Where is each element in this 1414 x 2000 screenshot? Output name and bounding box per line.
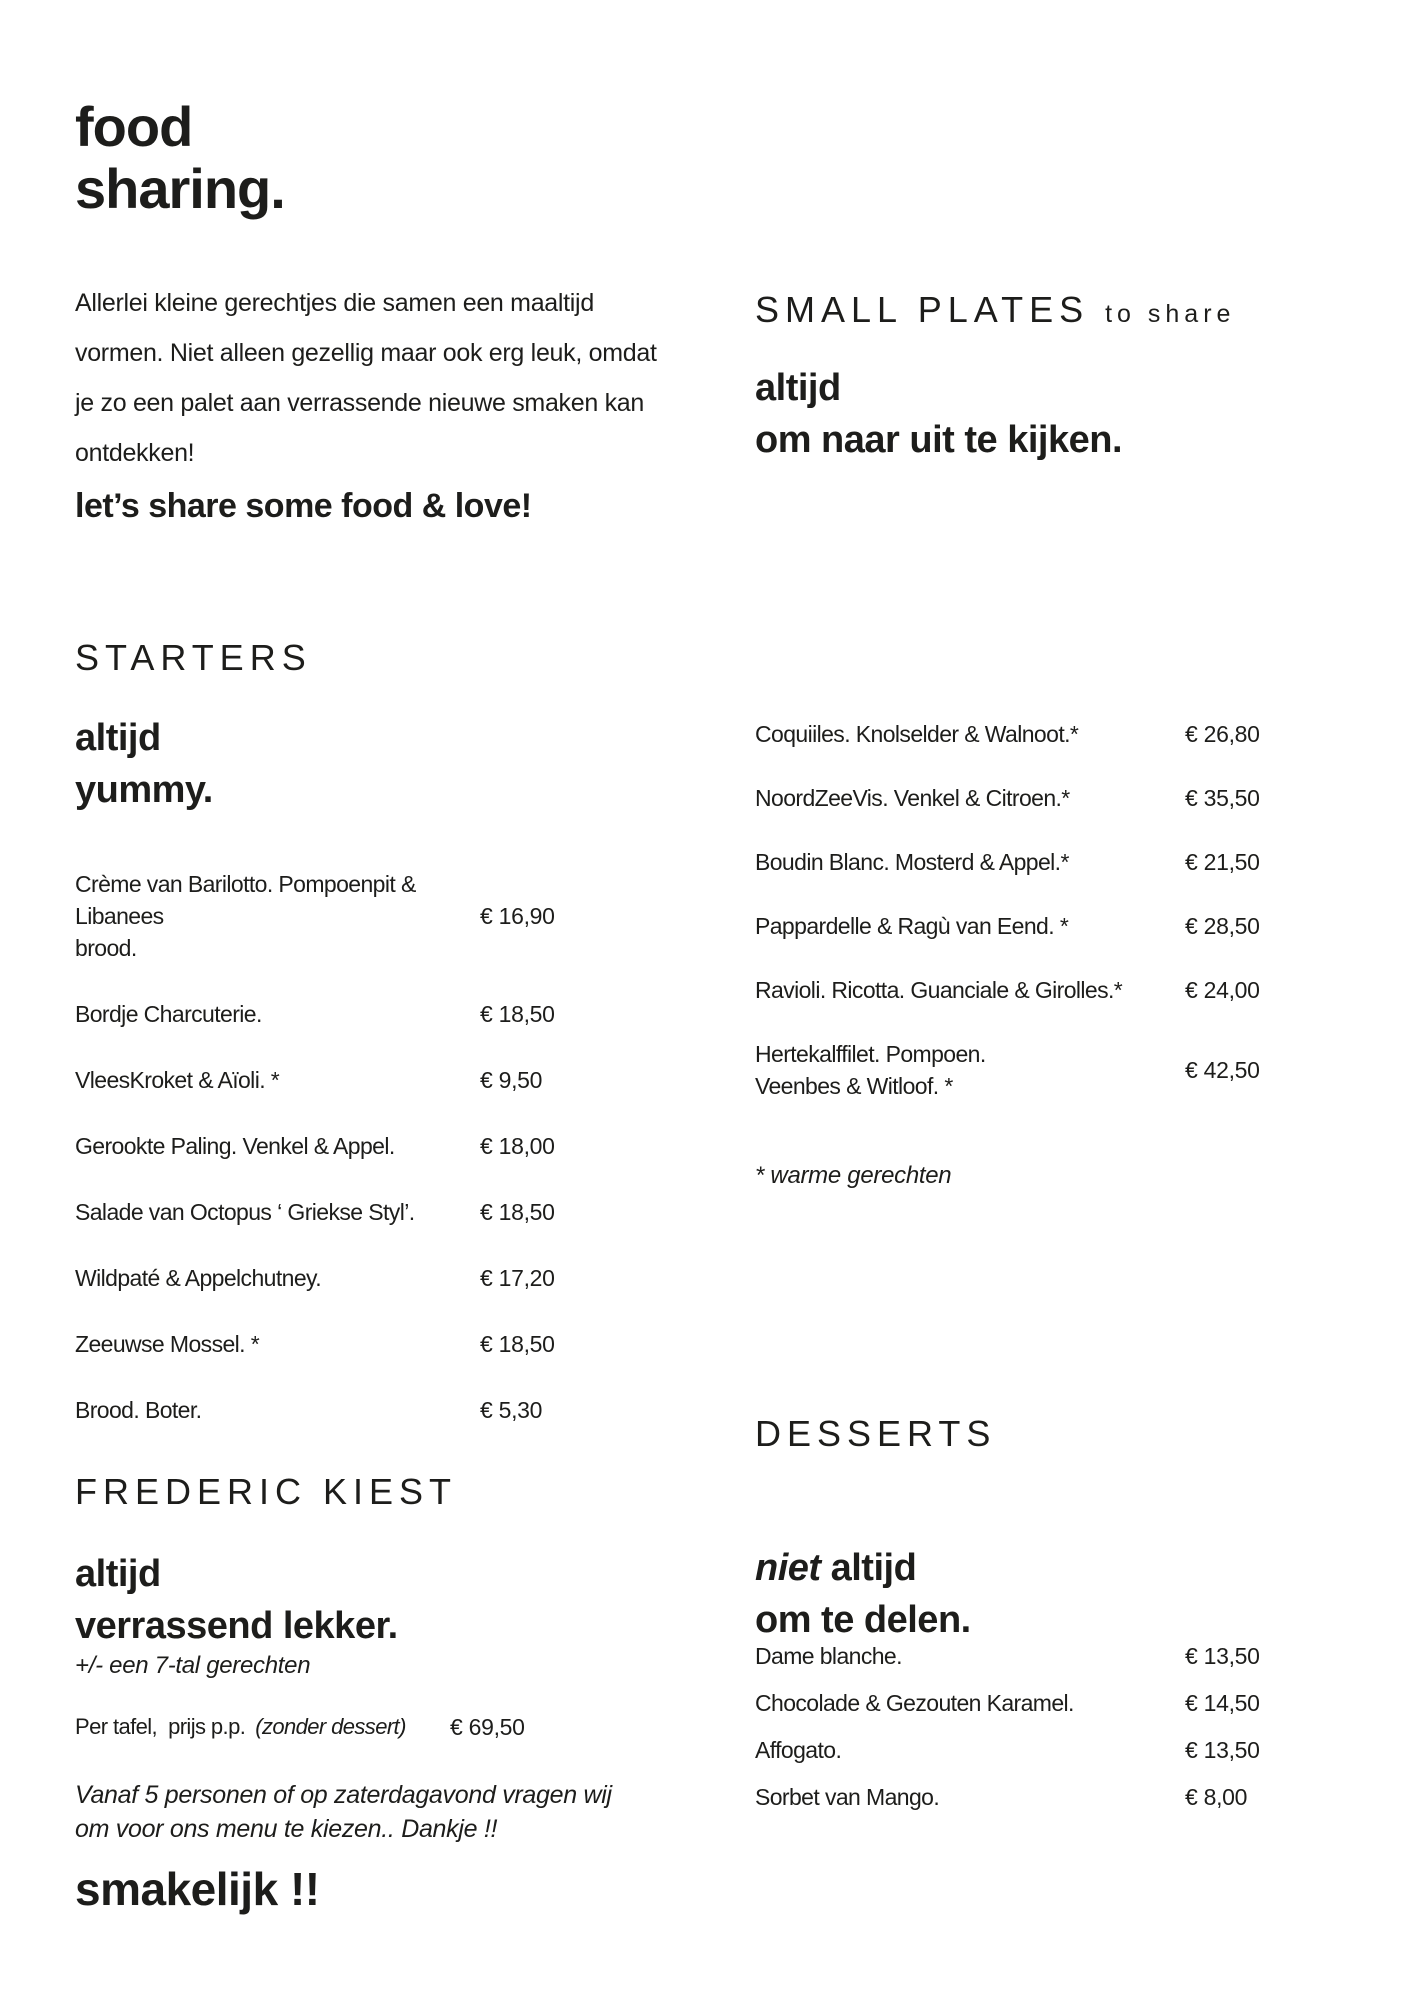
- menu-item-row: [755, 1687, 1375, 1719]
- frederic-subnote: +/- een 7-tal gerechten: [75, 1652, 311, 1679]
- menu-item-price: € 16,90: [480, 902, 555, 929]
- menu-item-price: € 5,30: [480, 1396, 543, 1423]
- menu-item-row: [75, 1196, 695, 1228]
- menu-item-name: Pappardelle & Ragù van Eend. *: [755, 913, 1069, 939]
- menu-item-price: € 14,50: [1185, 1689, 1260, 1716]
- menu-item-row: [75, 1130, 695, 1162]
- menu-item-price: € 21,50: [1185, 848, 1260, 875]
- menu-item-row: [75, 998, 695, 1030]
- small-plates-heading-suffix: to share: [1105, 300, 1236, 328]
- menu-item-price: € 24,00: [1185, 976, 1260, 1003]
- frederic-tagline: altijd verrassend lekker.: [75, 1553, 398, 1647]
- frederic-heading: FREDERIC KIEST: [75, 1471, 458, 1512]
- menu-item-price: € 9,50: [480, 1066, 543, 1093]
- menu-item-name: Coquiiles. Knolselder & Walnoot.*: [755, 721, 1079, 747]
- menu-item-row: [75, 1394, 695, 1426]
- menu-item-name: Chocolade & Gezouten Karamel.: [755, 1690, 1074, 1716]
- intro-paragraph: Allerlei kleine gerechtjes die samen een maaltijd vormen. Niet alleen gezellig maar ook erg leuk, omdat je zo een palet aan verrassende nieuwe smaken kan ontdekken!: [75, 289, 657, 467]
- menu-item-name: Zeeuwse Mossel. *: [75, 1331, 260, 1357]
- menu-item-row: [75, 1328, 695, 1360]
- starters-tagline: altijd yummy.: [75, 717, 213, 811]
- desserts-heading: DESSERTS: [755, 1413, 997, 1454]
- per-table-label: Per tafel, prijs p.p.: [75, 1714, 246, 1739]
- menu-item-name: Gerookte Paling. Venkel & Appel.: [75, 1133, 395, 1159]
- menu-item-row: [755, 1038, 1375, 1102]
- menu-item-name: Boudin Blanc. Mosterd & Appel.*: [755, 849, 1069, 875]
- menu-item-price: € 13,50: [1185, 1736, 1260, 1763]
- menu-item-row: [75, 1262, 695, 1294]
- desserts-list: [755, 1640, 1375, 1828]
- menu-item-row: [75, 1064, 695, 1096]
- menu-item-price: € 18,50: [480, 1000, 555, 1027]
- menu-item-row: [75, 868, 695, 964]
- menu-item-name: Bordje Charcuterie.: [75, 1001, 262, 1027]
- menu-item-name: Affogato.: [755, 1737, 842, 1763]
- menu-item-row: [755, 846, 1375, 878]
- desserts-tagline-italic: niet: [755, 1547, 821, 1589]
- warm-dishes-footnote: * warme gerechten: [755, 1162, 952, 1189]
- menu-item-name: Salade van Octopus ‘ Griekse Styl’.: [75, 1199, 415, 1225]
- menu-item-price: € 35,50: [1185, 784, 1260, 811]
- small-plates-heading-text: SMALL PLATES: [755, 289, 1090, 330]
- closing-line: smakelijk !!: [75, 1863, 320, 1915]
- menu-item-price: € 28,50: [1185, 912, 1260, 939]
- menu-item-name: Ravioli. Ricotta. Guanciale & Girolles.*: [755, 977, 1123, 1003]
- menu-item-price: € 8,00: [1185, 1783, 1248, 1810]
- page-title: food sharing.: [75, 95, 285, 220]
- small-plates-tagline: altijd om naar uit te kijken.: [755, 367, 1122, 461]
- menu-item-name: VleesKroket & Aïoli. *: [75, 1067, 280, 1093]
- menu-item-row: [755, 718, 1375, 750]
- small-plates-heading: [755, 288, 1235, 336]
- menu-item-price: € 18,00: [480, 1132, 555, 1159]
- menu-item-row: [755, 782, 1375, 814]
- menu-item-row: [755, 1640, 1375, 1672]
- menu-item-price: € 13,50: [1185, 1642, 1260, 1669]
- menu-item-row: [755, 1781, 1375, 1813]
- desserts-tagline-rest: altijd om te delen.: [755, 1547, 971, 1641]
- starters-heading: STARTERS: [75, 637, 312, 678]
- menu-item-price: € 26,80: [1185, 720, 1260, 747]
- menu-item-name: Hertekalffilet. Pompoen. Veenbes & Witloof. *: [755, 1041, 986, 1099]
- menu-item-name: Brood. Boter.: [75, 1397, 202, 1423]
- per-table-row: [75, 1712, 695, 1742]
- small-plates-list: [755, 718, 1375, 1134]
- menu-item-name: Wildpaté & Appelchutney.: [75, 1265, 322, 1291]
- menu-item-row: [755, 910, 1375, 942]
- menu-item-name: Crème van Barilotto. Pompoenpit & Libanees brood.: [75, 871, 416, 961]
- menu-item-price: € 42,50: [1185, 1056, 1260, 1083]
- menu-item-price: € 17,20: [480, 1264, 555, 1291]
- per-table-label-italic: (zonder dessert): [255, 1714, 406, 1739]
- share-tagline: let’s share some food & love!: [75, 487, 532, 525]
- starters-list: [75, 868, 695, 1460]
- group-note: Vanaf 5 personen of op zaterdagavond vragen wij om voor ons menu te kiezen.. Dankje !!: [75, 1781, 612, 1843]
- menu-item-name: Sorbet van Mango.: [755, 1784, 940, 1810]
- menu-item-name: NoordZeeVis. Venkel & Citroen.*: [755, 785, 1070, 811]
- menu-item-row: [755, 1734, 1375, 1766]
- menu-item-price: € 18,50: [480, 1198, 555, 1225]
- menu-item-row: [755, 974, 1375, 1006]
- menu-item-name: Dame blanche.: [755, 1643, 902, 1669]
- desserts-tagline: [755, 1490, 971, 1646]
- menu-item-price: € 18,50: [480, 1330, 555, 1357]
- per-table-price: € 69,50: [450, 1714, 525, 1740]
